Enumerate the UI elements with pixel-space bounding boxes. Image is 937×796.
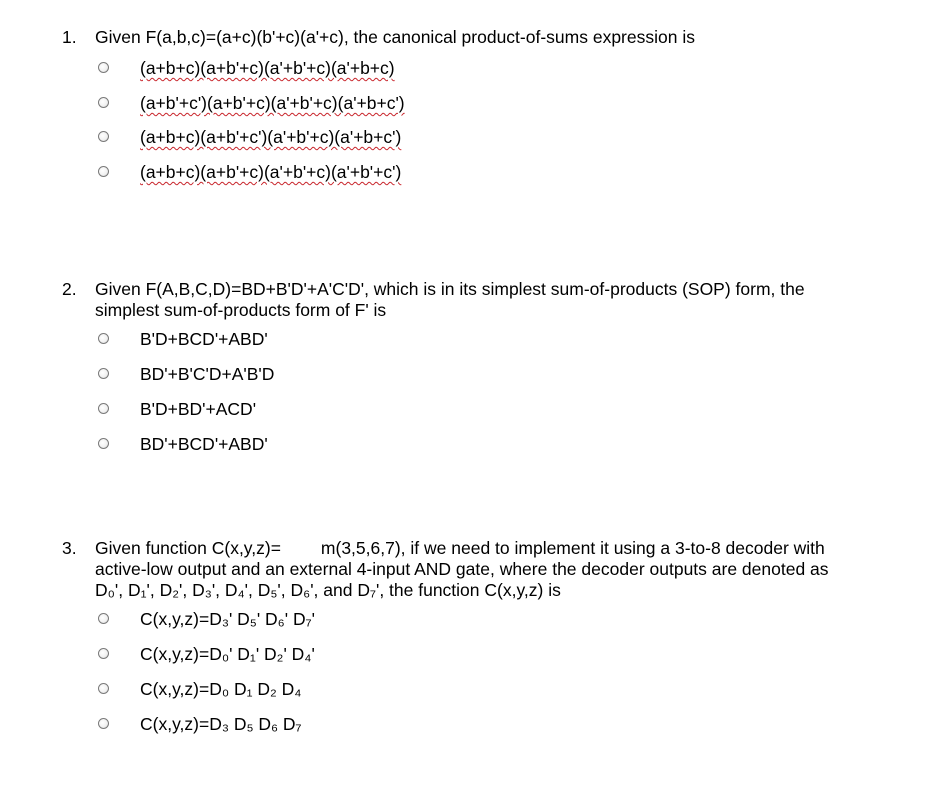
question-number: 3.: [62, 538, 77, 558]
radio-button[interactable]: [98, 97, 109, 108]
option-2d[interactable]: [98, 432, 598, 456]
radio-button[interactable]: [98, 718, 109, 729]
option-1d[interactable]: [98, 160, 598, 184]
radio-button[interactable]: [98, 613, 109, 624]
option-2a[interactable]: [98, 327, 598, 351]
question-number: 2.: [62, 279, 77, 299]
radio-button[interactable]: [98, 62, 109, 73]
option-label: (a+b+c)(a+b'+c)(a'+b'+c)(a'+b'+c'): [140, 162, 402, 182]
option-label: B'D+BCD'+ABD': [140, 329, 268, 349]
option-label: BD'+B'C'D+A'B'D: [140, 364, 275, 384]
radio-button[interactable]: [98, 166, 109, 177]
option-label: C(x,y,z)=D₀' D₁' D₂' D₄': [140, 644, 315, 664]
option-label: C(x,y,z)=D₃' D₅' D₆' D₇': [140, 609, 315, 629]
option-label: BD'+BCD'+ABD': [140, 434, 268, 454]
radio-button[interactable]: [98, 683, 109, 694]
question-text-line: D₀', D₁', D₂', D₃', D₄', D₅', D₆', and D₇', the function C(x,y,z) is: [95, 580, 561, 600]
radio-button[interactable]: [98, 438, 109, 449]
radio-button[interactable]: [98, 131, 109, 142]
option-1c[interactable]: [98, 125, 598, 149]
option-3b[interactable]: [98, 642, 598, 666]
question-number: 1.: [62, 27, 77, 47]
option-label: (a+b+c)(a+b'+c')(a'+b'+c)(a'+b+c'): [140, 127, 402, 147]
option-label: (a+b+c)(a+b'+c)(a'+b'+c)(a'+b+c): [140, 58, 395, 78]
option-2c[interactable]: [98, 397, 598, 421]
option-label: B'D+BD'+ACD': [140, 399, 257, 419]
question-text: [95, 538, 915, 601]
minterm-list: m(3,5,6,7), if we need to implement it using a 3-to-8 decoder with: [320, 538, 825, 558]
question-text: Given F(a,b,c)=(a+c)(b'+c)(a'+c), the canonical product-of-sums expression is: [95, 27, 695, 47]
option-3a[interactable]: [98, 607, 598, 631]
option-3c[interactable]: [98, 677, 598, 701]
question-text-line: active-low output and an external 4-input AND gate, where the decoder outputs are denoted as: [95, 559, 829, 579]
option-label: C(x,y,z)=D₃ D₅ D₆ D₇: [140, 714, 302, 734]
option-1b[interactable]: [98, 91, 598, 115]
question-text-line: [95, 538, 915, 559]
option-1a[interactable]: [98, 56, 598, 80]
option-label: C(x,y,z)=D₀ D₁ D₂ D₄: [140, 679, 302, 699]
radio-button[interactable]: [98, 368, 109, 379]
option-label: (a+b'+c')(a+b'+c)(a'+b'+c)(a'+b+c'): [140, 93, 405, 113]
radio-button[interactable]: [98, 403, 109, 414]
function-definition: Given function C(x,y,z)=: [95, 538, 281, 558]
radio-button[interactable]: [98, 648, 109, 659]
option-3d[interactable]: [98, 712, 598, 736]
question-text: [95, 279, 915, 321]
question-text-line: simplest sum-of-products form of F' is: [95, 300, 387, 320]
option-2b[interactable]: [98, 362, 598, 386]
question-text-line: Given F(A,B,C,D)=BD+B'D'+A'C'D', which is in its simplest sum-of-products (SOP) form, the: [95, 279, 805, 299]
radio-button[interactable]: [98, 333, 109, 344]
